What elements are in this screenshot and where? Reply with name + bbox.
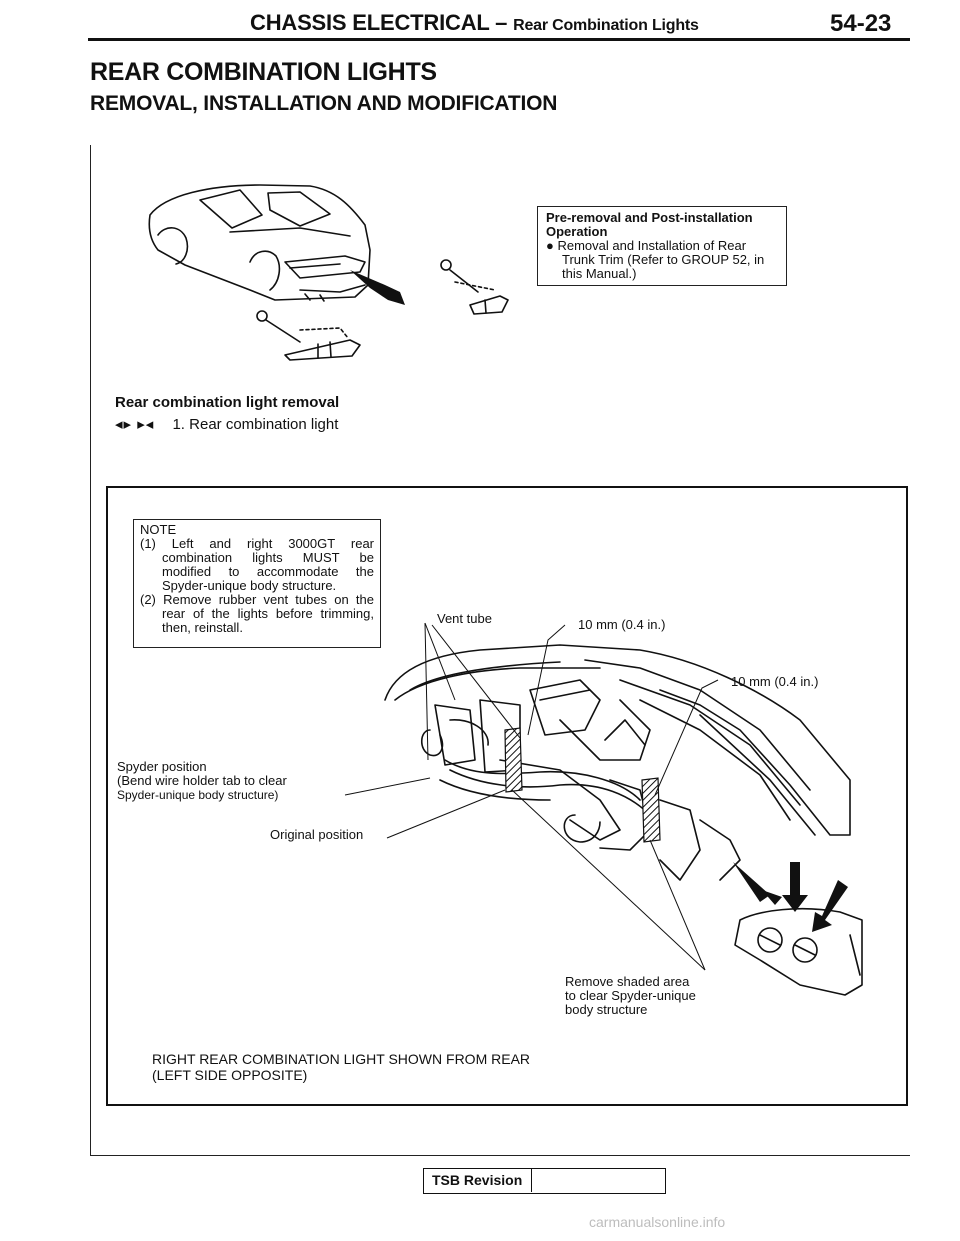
remove-label-line-1: Remove shaded area: [565, 974, 690, 989]
note-title: NOTE: [140, 522, 177, 537]
header-subsection: Rear Combination Lights: [513, 17, 699, 34]
figure-caption: [152, 1051, 530, 1083]
pre-removal-item: ● Removal and Installation of Rear Trunk Trim (Refer to GROUP 52, in this Manual.): [546, 238, 765, 281]
part-name: 1. Rear combination light: [172, 416, 339, 433]
tsb-revision-box: [423, 1168, 666, 1194]
vent-tube-label: Vent tube: [437, 611, 492, 626]
install-symbols: ◂▸ ▸◂: [115, 416, 155, 433]
watermark: carmanualsonline.info: [589, 1214, 726, 1230]
remove-shaded-label: [565, 975, 696, 1017]
figure-caption-line-1: RIGHT REAR COMBINATION LIGHT SHOWN FROM REAR: [152, 1051, 531, 1067]
note-item-1: (1) Left and right 3000GT rear combination lights MUST be modified to accommodate the Spyder-unique body structure.: [140, 536, 374, 593]
dimension-label-top: 10 mm (0.4 in.): [578, 617, 666, 632]
spyder-label-line-3: Spyder-unique body structure): [117, 788, 279, 802]
page-subtitle: REMOVAL, INSTALLATION AND MODIFICATION: [90, 92, 558, 115]
dimension-label-right: 10 mm (0.4 in.): [731, 674, 819, 689]
spyder-label-line-2: (Bend wire holder tab to clear: [117, 773, 287, 788]
pre-removal-heading: Pre-removal and Post-installation Operation: [546, 210, 753, 239]
spyder-position-label: [117, 760, 287, 802]
tsb-revision-label: TSB Revision: [424, 1169, 532, 1192]
note-item-2: (2) Remove rubber vent tubes on the rear of the lights before trimming, then, reinstall.: [140, 592, 374, 635]
page-number: 54-23: [830, 10, 892, 37]
remove-label-line-3: body structure: [565, 1002, 648, 1017]
page-title: REAR COMBINATION LIGHTS: [90, 58, 437, 86]
removal-caption: Rear combination light removal: [115, 394, 340, 411]
remove-label-line-2: to clear Spyder-unique: [565, 988, 696, 1003]
figure-caption-line-2: (LEFT SIDE OPPOSITE): [152, 1067, 308, 1083]
header-section: CHASSIS ELECTRICAL –: [250, 10, 508, 35]
original-position-label: Original position: [270, 827, 364, 842]
spyder-label-line-1: Spyder position: [117, 759, 207, 774]
